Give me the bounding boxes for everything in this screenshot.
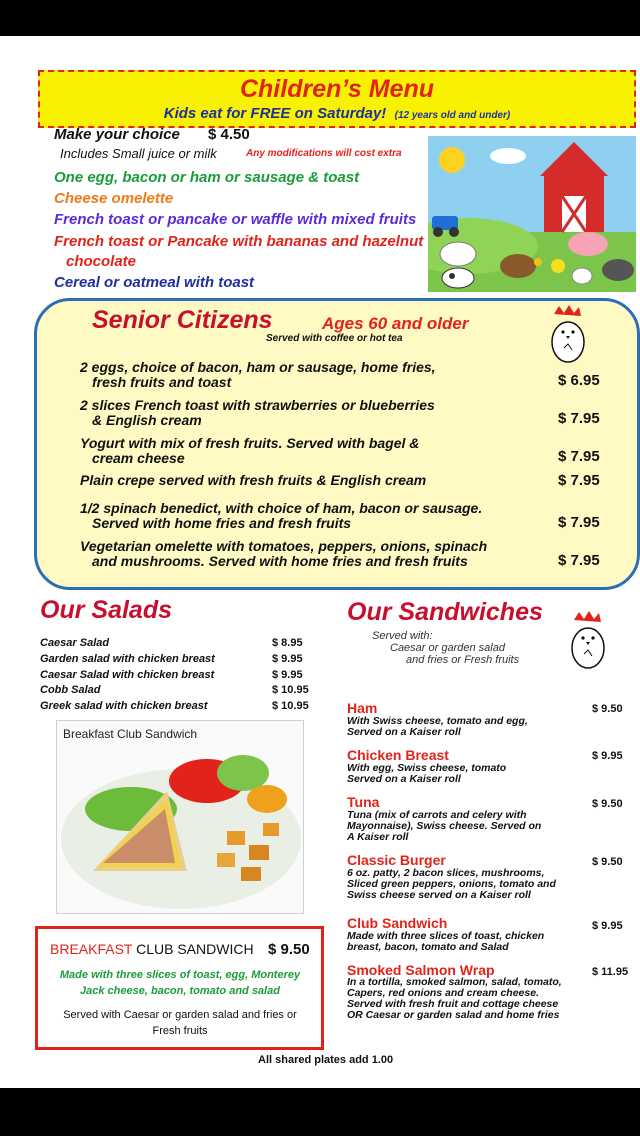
salad-name: Cobb Salad <box>40 684 101 696</box>
breakfast-club-description: Made with three slices of toast, egg, Monterey Jack cheese, bacon, tomato and salad <box>59 969 301 997</box>
breakfast-club-served: Served with Caesar or garden salad and fries or Fresh fruits <box>63 1009 297 1037</box>
salad-name: Caesar Salad with chicken breast <box>40 669 215 681</box>
salad-name: Garden salad with chicken breast <box>40 653 215 665</box>
chick-egg-icon <box>566 610 610 670</box>
children-age-note: (12 years old and under) <box>394 110 511 121</box>
sandwiches-served-note: Served with: Caesar or garden salad and fries or Fresh fruits <box>372 630 520 666</box>
breakfast-club-box <box>35 926 324 1050</box>
sandwich-desc: 6 oz. patty, 2 bacon slices, mushrooms, Sliced green peppers, onions, tomato and Swiss cheese served on a Kaiser roll <box>347 867 556 901</box>
salad-price: $ 8.95 <box>272 637 303 649</box>
senior-item: 2 eggs, choice of bacon, ham or sausage, home fries, fresh fruits and toast <box>80 359 436 390</box>
sandwich-name: Ham <box>347 700 378 716</box>
breakfast-club-price: $ 9.50 <box>268 941 310 958</box>
senior-price: $ 7.95 <box>558 514 600 531</box>
sandwich-price: $ 9.95 <box>592 920 623 932</box>
kids-item: chocolate <box>66 253 137 270</box>
senior-price: $ 7.95 <box>558 472 600 489</box>
senior-price: $ 6.95 <box>558 372 600 389</box>
salads-title: Our Salads <box>40 596 172 624</box>
modifications-note: Any modifications will cost extra <box>246 148 402 159</box>
kids-item: French toast or Pancake with bananas and hazelnut <box>54 233 424 250</box>
senior-price: $ 7.95 <box>558 410 600 427</box>
sandwich-price: $ 9.50 <box>592 798 623 810</box>
sandwich-price: $ 11.95 <box>592 966 629 978</box>
senior-item: Yogurt with mix of fresh fruits. Served with bagel & cream cheese <box>80 435 420 466</box>
chick-egg-icon <box>546 304 590 364</box>
kids-item: Cereal or oatmeal with toast <box>54 274 255 291</box>
sandwich-name: Chicken Breast <box>347 747 449 763</box>
bottom-bar <box>0 1088 640 1136</box>
senior-item: Plain crepe served with fresh fruits & English cream <box>80 472 427 488</box>
sandwich-desc: Tuna (mix of carrots and celery with Mayonnaise), Swiss cheese. Served on A Kaiser roll <box>347 809 542 843</box>
sandwich-price: $ 9.95 <box>592 750 623 762</box>
sandwich-desc: With Swiss cheese, tomato and egg, Served on a Kaiser roll <box>347 715 528 738</box>
kids-item: Cheese omelette <box>54 190 174 207</box>
senior-served-note: Served with coffee or hot tea <box>266 333 403 344</box>
salad-price: $ 9.95 <box>272 669 303 681</box>
senior-item: 1/2 spinach benedict, with choice of ham, bacon or sausage. Served with home fries and fresh fruits <box>80 500 483 531</box>
sandwich-name: Classic Burger <box>347 852 446 868</box>
sandwich-price: $ 9.50 <box>592 703 623 715</box>
sandwich-price: $ 9.50 <box>592 856 623 868</box>
menu-page <box>0 36 640 1088</box>
make-choice-label: Make your choice <box>54 126 180 143</box>
children-subtitle: Kids eat for FREE on Saturday! (12 years old and under) <box>163 105 511 122</box>
status-bar <box>0 0 640 36</box>
children-banner <box>38 70 636 128</box>
kids-item: One egg, bacon or ham or sausage & toast <box>54 169 360 186</box>
salad-name: Caesar Salad <box>40 637 110 649</box>
shared-plates-note: All shared plates add 1.00 <box>258 1054 394 1066</box>
senior-item: Vegetarian omelette with tomatoes, peppers, onions, spinach and mushrooms. Served with home fries and fresh fruits <box>80 538 488 569</box>
salad-name: Greek salad with chicken breast <box>40 700 208 712</box>
sandwich-name: Smoked Salmon Wrap <box>347 962 495 978</box>
senior-price: $ 7.95 <box>558 448 600 465</box>
sandwich-name: Tuna <box>347 794 380 810</box>
senior-title: Senior Citizens <box>92 306 273 334</box>
salad-price: $ 10.95 <box>272 700 309 712</box>
make-choice-price: $ 4.50 <box>208 126 250 143</box>
sandwiches-title: Our Sandwiches <box>347 598 543 626</box>
salad-price: $ 10.95 <box>272 684 309 696</box>
children-title: Children’s Menu <box>239 75 434 103</box>
senior-ages: Ages 60 and older <box>322 314 469 333</box>
includes-note: Includes Small juice or milk <box>60 146 217 161</box>
sandwich-name: Club Sandwich <box>347 915 448 931</box>
senior-item: 2 slices French toast with strawberries or blueberries & English cream <box>80 397 435 428</box>
senior-price: $ 7.95 <box>558 552 600 569</box>
sandwich-desc: With egg, Swiss cheese, tomato Served on a Kaiser roll <box>347 762 507 785</box>
salad-price: $ 9.95 <box>272 653 303 665</box>
photo-label: Breakfast Club Sandwich <box>63 727 198 741</box>
sandwich-photo <box>56 720 304 914</box>
kids-item: French toast or pancake or waffle with mixed fruits <box>54 211 417 228</box>
breakfast-club-name: BREAKFAST CLUB SANDWICH <box>50 941 254 957</box>
sandwich-desc: Made with three slices of toast, chicken breast, bacon, tomato and Salad <box>347 930 545 953</box>
farm-illustration <box>428 136 636 292</box>
sandwich-desc: In a tortilla, smoked salmon, salad, tomato, Capers, red onions and cream cheese. Served with fresh fruit and cottage cheese OR Caesar or garden salad and home fries <box>347 976 562 1021</box>
